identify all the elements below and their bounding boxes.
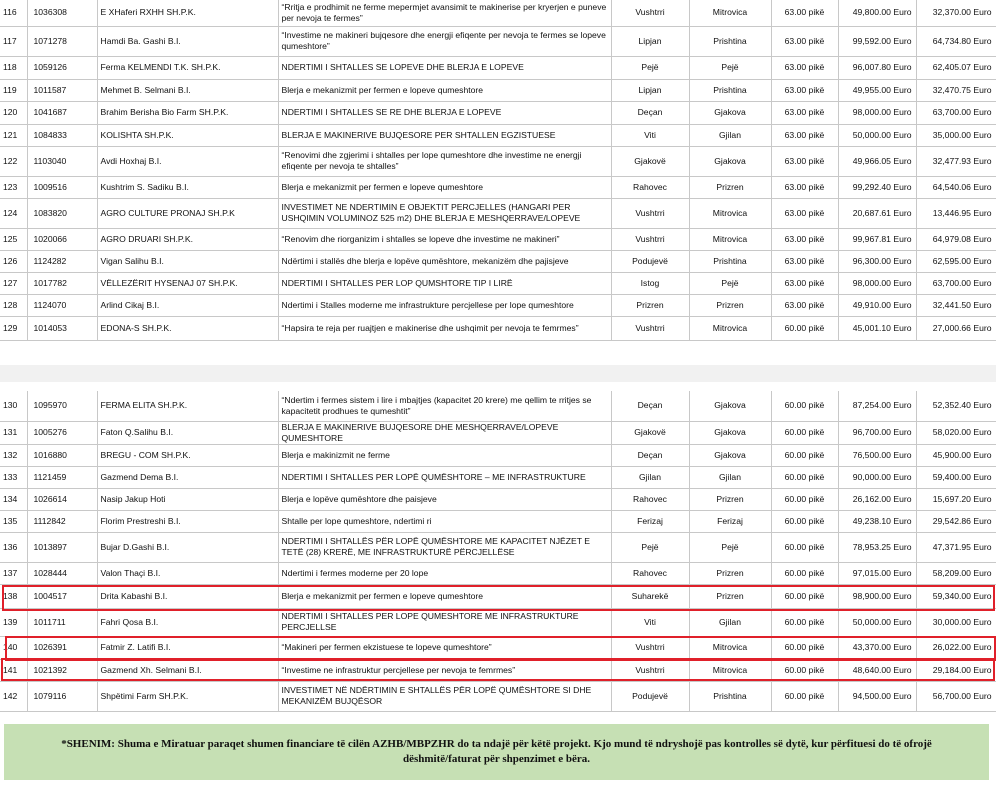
application-id-cell: 1036308 xyxy=(27,0,97,26)
region-cell: Gjakova xyxy=(689,421,771,444)
application-id-cell: 1041687 xyxy=(27,101,97,124)
region-cell: Mitrovica xyxy=(689,316,771,340)
region-cell: Mitrovica xyxy=(689,0,771,26)
points-cell: 60.00 pikë xyxy=(771,562,838,584)
approved-amount-cell: 58,209.00 Euro xyxy=(916,562,996,584)
row-number-cell: 126 xyxy=(0,250,27,272)
project-description-cell: INVESTIMET NË NDËRTIMIN E SHTALLËS PËR LOPË QUMËSHTORE SI DHE MEKANIZËM BUJQËSOR xyxy=(278,681,611,711)
project-amount-cell: 96,700.00 Euro xyxy=(838,421,916,444)
application-id-cell: 1112842 xyxy=(27,510,97,532)
row-number-cell: 133 xyxy=(0,466,27,488)
municipality-cell: Rahovec xyxy=(611,176,689,198)
project-amount-cell: 20,687.61 Euro xyxy=(838,198,916,228)
approved-amount-cell: 58,020.00 Euro xyxy=(916,421,996,444)
project-amount-cell: 99,592.00 Euro xyxy=(838,26,916,56)
beneficiary-name-cell: Avdi Hoxhaj B.I. xyxy=(97,146,278,176)
beneficiary-name-cell: AGRO DRUARI SH.P.K. xyxy=(97,228,278,250)
points-cell: 63.00 pikë xyxy=(771,56,838,79)
row-number-cell: 118 xyxy=(0,56,27,79)
points-cell: 63.00 pikë xyxy=(771,101,838,124)
row-number-cell: 120 xyxy=(0,101,27,124)
project-amount-cell: 99,967.81 Euro xyxy=(838,228,916,250)
project-amount-cell: 99,292.40 Euro xyxy=(838,176,916,198)
project-amount-cell: 48,640.00 Euro xyxy=(838,659,916,681)
project-amount-cell: 26,162.00 Euro xyxy=(838,488,916,510)
beneficiary-name-cell: Vigan Salihu B.I. xyxy=(97,250,278,272)
project-description-cell: BLERJA E MAKINERIVE BUJQESORE PER SHTALLEN EGZISTUESE xyxy=(278,124,611,146)
project-amount-cell: 96,007.80 Euro xyxy=(838,56,916,79)
application-id-cell: 1121459 xyxy=(27,466,97,488)
municipality-cell: Vushtrri xyxy=(611,198,689,228)
region-cell: Mitrovica xyxy=(689,228,771,250)
table-row xyxy=(0,176,996,198)
table-row xyxy=(0,466,996,488)
project-amount-cell: 96,300.00 Euro xyxy=(838,250,916,272)
approved-amount-cell: 35,000.00 Euro xyxy=(916,124,996,146)
application-id-cell: 1124282 xyxy=(27,250,97,272)
row-number-cell: 125 xyxy=(0,228,27,250)
row-number-cell: 119 xyxy=(0,79,27,101)
beneficiary-name-cell: Faton Q.Salihu B.I. xyxy=(97,421,278,444)
beneficiary-name-cell: Shpëtimi Farm SH.P.K. xyxy=(97,681,278,711)
approved-amount-cell: 29,542.86 Euro xyxy=(916,510,996,532)
approved-amount-cell: 64,979.08 Euro xyxy=(916,228,996,250)
region-cell: Gjakova xyxy=(689,391,771,421)
application-id-cell: 1079116 xyxy=(27,681,97,711)
beneficiary-name-cell: Ferma KELMENDI T.K. SH.P.K. xyxy=(97,56,278,79)
municipality-cell: Prizren xyxy=(611,294,689,316)
municipality-cell: Vushtrri xyxy=(611,636,689,659)
approved-amount-cell: 62,595.00 Euro xyxy=(916,250,996,272)
project-amount-cell: 90,000.00 Euro xyxy=(838,466,916,488)
application-id-cell: 1026614 xyxy=(27,488,97,510)
application-id-cell: 1020066 xyxy=(27,228,97,250)
project-description-cell: “Hapsira te reja per ruajtjen e makinerise dhe ushqimit per nevoja te femrmes” xyxy=(278,316,611,340)
points-cell: 60.00 pikë xyxy=(771,510,838,532)
project-description-cell: NDERTIMI I SHTALLES PER LOPË QUMËSHTORE – ME INFRASTRUKTURE xyxy=(278,466,611,488)
application-id-cell: 1009516 xyxy=(27,176,97,198)
application-id-cell: 1017782 xyxy=(27,272,97,294)
municipality-cell: Rahovec xyxy=(611,562,689,584)
points-cell: 60.00 pikë xyxy=(771,444,838,466)
municipality-cell: Gjakovë xyxy=(611,146,689,176)
application-id-cell: 1013897 xyxy=(27,532,97,562)
points-cell: 60.00 pikë xyxy=(771,488,838,510)
project-description-cell: “Ndertim i fermes sistem i lire i mbajtjes (kapacitet 20 krere) me qellim te rritjes se kapacitetit prodhues te qumeshtit” xyxy=(278,391,611,421)
beneficiary-name-cell: Bujar D.Gashi B.I. xyxy=(97,532,278,562)
project-description-cell: Ndertimi i Stalles moderne me infrastrukture percjellese per lope qumeshtore xyxy=(278,294,611,316)
approved-amount-cell: 56,700.00 Euro xyxy=(916,681,996,711)
application-id-cell: 1011587 xyxy=(27,79,97,101)
beneficiary-name-cell: Brahim Berisha Bio Farm SH.P.K. xyxy=(97,101,278,124)
beneficiary-name-cell: Kushtrim S. Sadiku B.I. xyxy=(97,176,278,198)
beneficiary-name-cell: VËLLEZËRIT HYSENAJ 07 SH.P.K. xyxy=(97,272,278,294)
project-description-cell: Ndërtimi i stallës dhe blerja e lopëve qumështore, mekanizëm dhe pajisjeve xyxy=(278,250,611,272)
beneficiary-name-cell: E XHaferi RXHH SH.P.K. xyxy=(97,0,278,26)
table-row xyxy=(0,101,996,124)
page-break-bar xyxy=(0,365,996,382)
beneficiary-name-cell: Valon Thaçi B.I. xyxy=(97,562,278,584)
approved-amount-cell: 26,022.00 Euro xyxy=(916,636,996,659)
points-cell: 60.00 pikë xyxy=(771,532,838,562)
region-cell: Mitrovica xyxy=(689,636,771,659)
approved-amount-cell: 64,540.06 Euro xyxy=(916,176,996,198)
row-number-cell: 123 xyxy=(0,176,27,198)
application-id-cell: 1059126 xyxy=(27,56,97,79)
project-description-cell: NDERTIMI I SHTALLES PER LOP QUMSHTORE TIP I LIRË xyxy=(278,272,611,294)
row-number-cell: 135 xyxy=(0,510,27,532)
approved-amount-cell: 29,184.00 Euro xyxy=(916,659,996,681)
approved-amount-cell: 27,000.66 Euro xyxy=(916,316,996,340)
municipality-cell: Vushtrri xyxy=(611,316,689,340)
project-amount-cell: 98,000.00 Euro xyxy=(838,272,916,294)
approved-amount-cell: 32,441.50 Euro xyxy=(916,294,996,316)
table-row xyxy=(0,146,996,176)
municipality-cell: Istog xyxy=(611,272,689,294)
points-cell: 60.00 pikë xyxy=(771,316,838,340)
approved-amount-cell: 15,697.20 Euro xyxy=(916,488,996,510)
approved-amount-cell: 13,446.95 Euro xyxy=(916,198,996,228)
points-cell: 60.00 pikë xyxy=(771,391,838,421)
application-id-cell: 1014053 xyxy=(27,316,97,340)
table-row xyxy=(0,272,996,294)
approved-amount-cell: 32,470.75 Euro xyxy=(916,79,996,101)
points-cell: 63.00 pikë xyxy=(771,228,838,250)
table-row xyxy=(0,198,996,228)
points-cell: 60.00 pikë xyxy=(771,681,838,711)
region-cell: Gjakova xyxy=(689,146,771,176)
points-cell: 60.00 pikë xyxy=(771,421,838,444)
row-number-cell: 138 xyxy=(0,584,27,608)
project-amount-cell: 78,953.25 Euro xyxy=(838,532,916,562)
table-row xyxy=(0,532,996,562)
approved-amount-cell: 30,000.00 Euro xyxy=(916,608,996,636)
region-cell: Prishtina xyxy=(689,681,771,711)
project-amount-cell: 98,000.00 Euro xyxy=(838,101,916,124)
footnote-text: *SHENIM: Shuma e Miratuar paraqet shumen financiare të cilën AZHB/MBPZHR do ta ndajë për këtë projekt. Kjo mund të ndryshojë pas kontrolles së dytë, kur përfituesi do të ofrojë dëshmitë/faturat për shpenzimet e bëra. xyxy=(61,738,932,765)
points-cell: 63.00 pikë xyxy=(771,124,838,146)
row-number-cell: 142 xyxy=(0,681,27,711)
project-description-cell: Shtalle per lope qumeshtore, ndertimi ri xyxy=(278,510,611,532)
project-amount-cell: 49,800.00 Euro xyxy=(838,0,916,26)
points-cell: 60.00 pikë xyxy=(771,584,838,608)
row-number-cell: 139 xyxy=(0,608,27,636)
region-cell: Prizren xyxy=(689,584,771,608)
footnote-box xyxy=(4,724,989,780)
project-description-cell: Blerja e lopëve qumështore dhe paisjeve xyxy=(278,488,611,510)
project-description-cell: BLERJA E MAKINERIVE BUJQESORE DHE MESHQERRAVE/LOPEVE QUMESHTORE xyxy=(278,421,611,444)
approved-amount-cell: 63,700.00 Euro xyxy=(916,101,996,124)
application-id-cell: 1103040 xyxy=(27,146,97,176)
project-description-cell: “Investime ne makineri bujqesore dhe energji efiqente per nevoja te fermes se lopeve qumeshtore” xyxy=(278,26,611,56)
municipality-cell: Rahovec xyxy=(611,488,689,510)
points-cell: 63.00 pikë xyxy=(771,198,838,228)
table-row xyxy=(0,316,996,340)
region-cell: Pejë xyxy=(689,56,771,79)
region-cell: Mitrovica xyxy=(689,198,771,228)
beneficiary-name-cell: Drita Kabashi B.I. xyxy=(97,584,278,608)
approved-amount-cell: 64,734.80 Euro xyxy=(916,26,996,56)
project-amount-cell: 50,000.00 Euro xyxy=(838,124,916,146)
municipality-cell: Vushtrri xyxy=(611,228,689,250)
row-number-cell: 127 xyxy=(0,272,27,294)
region-cell: Prizren xyxy=(689,562,771,584)
beneficiary-name-cell: Gazmend Dema B.I. xyxy=(97,466,278,488)
region-cell: Prishtina xyxy=(689,79,771,101)
project-description-cell: Blerja e makinizmit ne ferme xyxy=(278,444,611,466)
application-id-cell: 1004517 xyxy=(27,584,97,608)
points-cell: 60.00 pikë xyxy=(771,659,838,681)
approved-amount-cell: 59,400.00 Euro xyxy=(916,466,996,488)
row-number-cell: 134 xyxy=(0,488,27,510)
application-id-cell: 1028444 xyxy=(27,562,97,584)
project-amount-cell: 50,000.00 Euro xyxy=(838,608,916,636)
project-amount-cell: 97,015.00 Euro xyxy=(838,562,916,584)
municipality-cell: Podujevë xyxy=(611,250,689,272)
region-cell: Gjilan xyxy=(689,466,771,488)
beneficiary-name-cell: EDONA-S SH.P.K. xyxy=(97,316,278,340)
points-cell: 63.00 pikë xyxy=(771,294,838,316)
project-amount-cell: 49,910.00 Euro xyxy=(838,294,916,316)
municipality-cell: Lipjan xyxy=(611,79,689,101)
beneficiary-name-cell: Arlind Cikaj B.I. xyxy=(97,294,278,316)
row-number-cell: 140 xyxy=(0,636,27,659)
row-number-cell: 129 xyxy=(0,316,27,340)
table-row xyxy=(0,79,996,101)
application-id-cell: 1026391 xyxy=(27,636,97,659)
beneficiary-name-cell: Fahri Qosa B.I. xyxy=(97,608,278,636)
approved-amount-cell: 32,477.93 Euro xyxy=(916,146,996,176)
municipality-cell: Podujevë xyxy=(611,681,689,711)
points-cell: 63.00 pikë xyxy=(771,250,838,272)
region-cell: Prizren xyxy=(689,294,771,316)
municipality-cell: Deçan xyxy=(611,101,689,124)
application-id-cell: 1016880 xyxy=(27,444,97,466)
points-cell: 63.00 pikë xyxy=(771,26,838,56)
points-cell: 60.00 pikë xyxy=(771,466,838,488)
project-description-cell: NDERTIMI I SHTALLES SE LOPEVE DHE BLERJA E LOPEVE xyxy=(278,56,611,79)
table-row xyxy=(0,681,996,711)
row-number-cell: 117 xyxy=(0,26,27,56)
table-row xyxy=(0,444,996,466)
region-cell: Pejë xyxy=(689,272,771,294)
row-number-cell: 124 xyxy=(0,198,27,228)
project-description-cell: “Investime ne infrastruktur percjellese per nevoja te femrmes” xyxy=(278,659,611,681)
application-id-cell: 1083820 xyxy=(27,198,97,228)
project-description-cell: “Rritja e prodhimit ne ferme mepermjet avansimit te makinerise per kryerjen e puneve per nevoja te fermes” xyxy=(278,0,611,26)
application-id-cell: 1005276 xyxy=(27,421,97,444)
points-cell: 63.00 pikë xyxy=(771,176,838,198)
project-description-cell: “Renovim dhe riorganizim i shtalles se lopeve dhe investime ne makineri” xyxy=(278,228,611,250)
points-cell: 60.00 pikë xyxy=(771,636,838,659)
points-cell: 63.00 pikë xyxy=(771,0,838,26)
row-number-cell: 131 xyxy=(0,421,27,444)
municipality-cell: Viti xyxy=(611,124,689,146)
points-cell: 63.00 pikë xyxy=(771,146,838,176)
project-amount-cell: 49,966.05 Euro xyxy=(838,146,916,176)
municipality-cell: Ferizaj xyxy=(611,510,689,532)
region-cell: Prizren xyxy=(689,176,771,198)
beneficiary-name-cell: Gazmend Xh. Selmani B.I. xyxy=(97,659,278,681)
row-number-cell: 128 xyxy=(0,294,27,316)
table-row xyxy=(0,26,996,56)
project-amount-cell: 43,370.00 Euro xyxy=(838,636,916,659)
municipality-cell: Vushtrri xyxy=(611,0,689,26)
municipality-cell: Viti xyxy=(611,608,689,636)
points-cell: 63.00 pikë xyxy=(771,272,838,294)
beneficiary-name-cell: BREGU - COM SH.P.K. xyxy=(97,444,278,466)
application-id-cell: 1095970 xyxy=(27,391,97,421)
project-amount-cell: 98,900.00 Euro xyxy=(838,584,916,608)
table-row xyxy=(0,510,996,532)
beneficiary-name-cell: Florim Prestreshi B.I. xyxy=(97,510,278,532)
project-description-cell: NDERTIMI I SHTALLËS PËR LOPË QUMËSHTORE ME KAPACITET NJËZET E TETË (28) KRERË, ME INFRASTRUKTURË PËRCJELLËSE xyxy=(278,532,611,562)
beneficiaries-table-top xyxy=(0,0,996,341)
row-number-cell: 137 xyxy=(0,562,27,584)
project-description-cell: INVESTIMET NE NDERTIMIN E OBJEKTIT PERCJELLES (HANGARI PER USHQIMIN VOLUMINOZ 525 m2) DHE BLERJA E MESHQERRAVE/LOPEVE xyxy=(278,198,611,228)
beneficiary-name-cell: AGRO CULTURE PRONAJ SH.P.K xyxy=(97,198,278,228)
approved-amount-cell: 32,370.00 Euro xyxy=(916,0,996,26)
beneficiary-name-cell: KOLISHTA SH.P.K. xyxy=(97,124,278,146)
row-number-cell: 122 xyxy=(0,146,27,176)
approved-amount-cell: 59,340.00 Euro xyxy=(916,584,996,608)
municipality-cell: Lipjan xyxy=(611,26,689,56)
approved-amount-cell: 47,371.95 Euro xyxy=(916,532,996,562)
project-amount-cell: 87,254.00 Euro xyxy=(838,391,916,421)
approved-amount-cell: 63,700.00 Euro xyxy=(916,272,996,294)
table-row xyxy=(0,391,996,421)
beneficiary-name-cell: Nasip Jakup Hoti xyxy=(97,488,278,510)
table-row xyxy=(0,250,996,272)
region-cell: Gjakova xyxy=(689,444,771,466)
table-row xyxy=(0,488,996,510)
table-row xyxy=(0,562,996,584)
municipality-cell: Pejë xyxy=(611,532,689,562)
region-cell: Prizren xyxy=(689,488,771,510)
municipality-cell: Gjilan xyxy=(611,466,689,488)
municipality-cell: Vushtrri xyxy=(611,659,689,681)
table-row xyxy=(0,0,996,26)
project-description-cell: Ndertimi i fermes moderne per 20 lope xyxy=(278,562,611,584)
row-number-cell: 130 xyxy=(0,391,27,421)
project-description-cell: “Makineri per fermen ekzistuese te lopeve qumeshtore” xyxy=(278,636,611,659)
region-cell: Ferizaj xyxy=(689,510,771,532)
beneficiary-name-cell: Hamdi Ba. Gashi B.I. xyxy=(97,26,278,56)
project-description-cell: “Renovimi dhe zgjerimi i shtalles per lope qumeshtore dhe investime ne energji efiqente per nevoja te shtalles” xyxy=(278,146,611,176)
table-row xyxy=(0,659,996,681)
application-id-cell: 1084833 xyxy=(27,124,97,146)
approved-amount-cell: 52,352.40 Euro xyxy=(916,391,996,421)
region-cell: Mitrovica xyxy=(689,659,771,681)
table-row xyxy=(0,421,996,444)
project-amount-cell: 76,500.00 Euro xyxy=(838,444,916,466)
row-number-cell: 132 xyxy=(0,444,27,466)
beneficiaries-table-bottom xyxy=(0,391,996,712)
municipality-cell: Deçan xyxy=(611,444,689,466)
table-row xyxy=(0,636,996,659)
row-number-cell: 116 xyxy=(0,0,27,26)
project-description-cell: Blerja e mekanizmit per fermen e lopeve qumeshtore xyxy=(278,176,611,198)
project-amount-cell: 49,955.00 Euro xyxy=(838,79,916,101)
project-description-cell: Blerja e mekanizmit per fermen e lopeve qumeshtore xyxy=(278,584,611,608)
region-cell: Pejë xyxy=(689,532,771,562)
approved-amount-cell: 62,405.07 Euro xyxy=(916,56,996,79)
municipality-cell: Gjakovë xyxy=(611,421,689,444)
table-row xyxy=(0,124,996,146)
points-cell: 63.00 pikë xyxy=(771,79,838,101)
municipality-cell: Pejë xyxy=(611,56,689,79)
table-row xyxy=(0,294,996,316)
table-row xyxy=(0,56,996,79)
region-cell: Prishtina xyxy=(689,26,771,56)
region-cell: Gjilan xyxy=(689,124,771,146)
project-description-cell: Blerja e mekanizmit per fermen e lopeve qumeshtore xyxy=(278,79,611,101)
table-row xyxy=(0,228,996,250)
project-amount-cell: 49,238.10 Euro xyxy=(838,510,916,532)
row-number-cell: 136 xyxy=(0,532,27,562)
table-row xyxy=(0,608,996,636)
beneficiary-name-cell: Fatmir Z. Latifi B.I. xyxy=(97,636,278,659)
row-number-cell: 141 xyxy=(0,659,27,681)
application-id-cell: 1021392 xyxy=(27,659,97,681)
table-row xyxy=(0,584,996,608)
region-cell: Gjakova xyxy=(689,101,771,124)
beneficiary-name-cell: Mehmet B. Selmani B.I. xyxy=(97,79,278,101)
project-amount-cell: 94,500.00 Euro xyxy=(838,681,916,711)
application-id-cell: 1071278 xyxy=(27,26,97,56)
project-description-cell: NDERTIMI I SHTALLES SE RE DHE BLERJA E LOPEVE xyxy=(278,101,611,124)
row-number-cell: 121 xyxy=(0,124,27,146)
points-cell: 60.00 pikë xyxy=(771,608,838,636)
application-id-cell: 1011711 xyxy=(27,608,97,636)
region-cell: Prishtina xyxy=(689,250,771,272)
approved-amount-cell: 45,900.00 Euro xyxy=(916,444,996,466)
project-description-cell: NDERTIMI I SHTALLES PER LOPE QUMESHTORE ME INFRASTRUKTURE PERCJELLSE xyxy=(278,608,611,636)
municipality-cell: Suharekë xyxy=(611,584,689,608)
beneficiary-name-cell: FERMA ELITA SH.P.K. xyxy=(97,391,278,421)
municipality-cell: Deçan xyxy=(611,391,689,421)
application-id-cell: 1124070 xyxy=(27,294,97,316)
region-cell: Gjilan xyxy=(689,608,771,636)
project-amount-cell: 45,001.10 Euro xyxy=(838,316,916,340)
